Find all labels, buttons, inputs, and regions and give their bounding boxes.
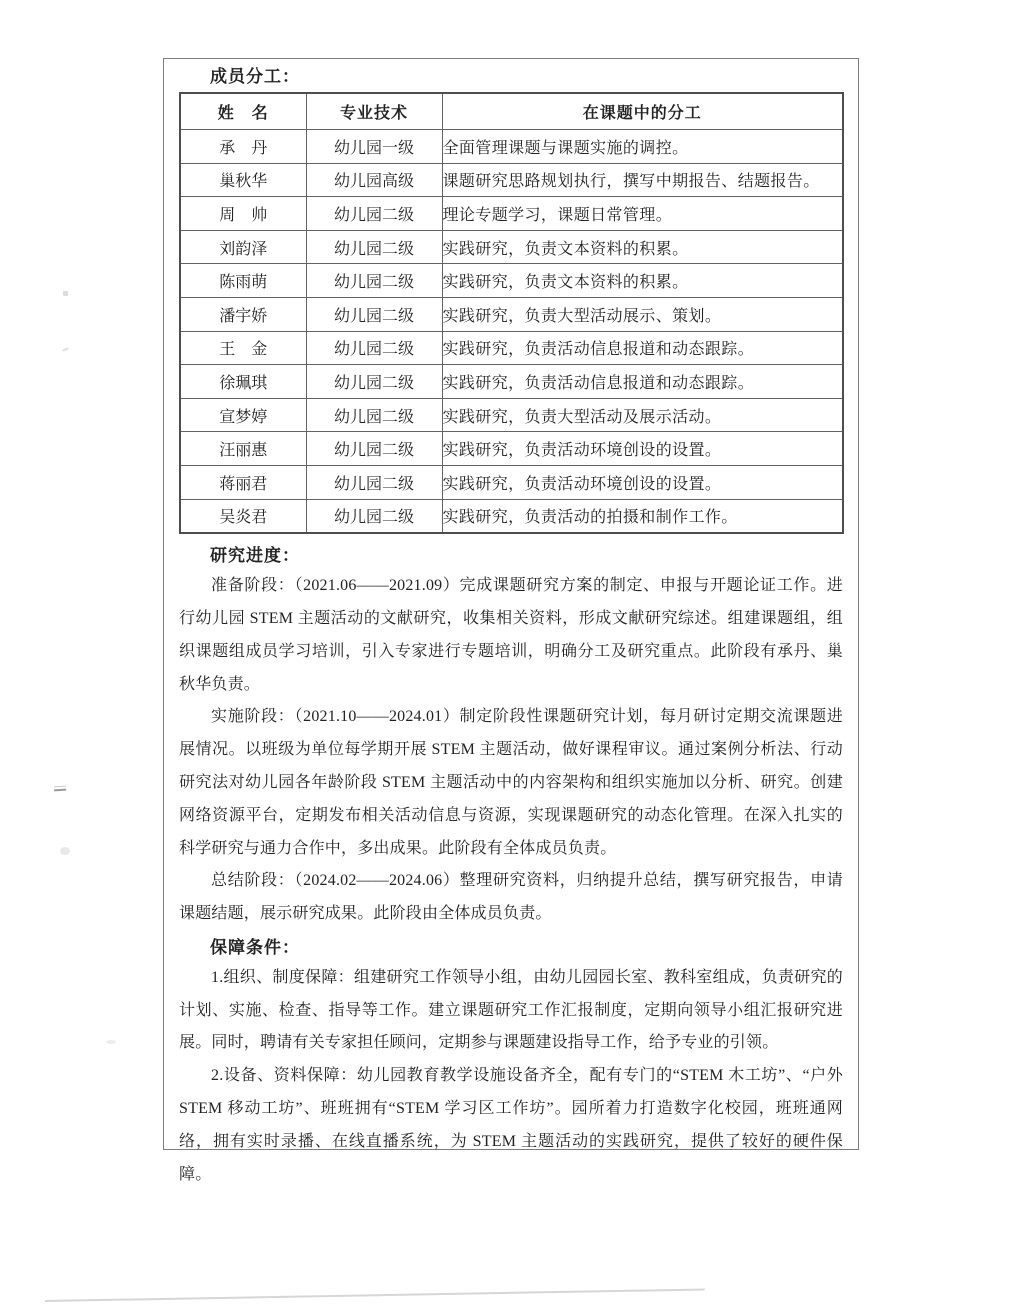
member-name: 周 帅 xyxy=(180,197,306,231)
table-row xyxy=(180,432,843,466)
member-duty: 课题研究思路规划执行，撰写中期报告、结题报告。 xyxy=(442,163,843,197)
table-row xyxy=(180,230,843,264)
table-row xyxy=(180,297,843,331)
scan-speck-artifact xyxy=(63,291,68,296)
scan-line-artifact xyxy=(45,1288,705,1302)
member-title: 幼儿园二级 xyxy=(306,365,442,399)
table-row xyxy=(180,465,843,499)
member-name: 宣梦婷 xyxy=(180,398,306,432)
member-title: 幼儿园高级 xyxy=(306,163,442,197)
progress-paragraph-prepare: 准备阶段：（2021.06——2021.09）完成课题研究方案的制定、申报与开题论证工作。进行幼儿园 STEM 主题活动的文献研究，收集相关资料，形成文献研究综述。组建课题组，组织课题组成员学习培训，引入专家进行专题培训，明确分工及研究重点。此阶段有承丹、巢秋华负责。 xyxy=(179,577,843,693)
scan-smudge-artifact xyxy=(60,847,70,855)
member-name: 吴炎君 xyxy=(180,499,306,533)
member-duty: 全面管理课题与课题实施的调控。 xyxy=(442,130,843,164)
member-title: 幼儿园二级 xyxy=(306,197,442,231)
member-name: 王 金 xyxy=(180,331,306,365)
table-row xyxy=(180,365,843,399)
member-title: 幼儿园二级 xyxy=(306,297,442,331)
pencil-mark-artifact xyxy=(54,786,66,792)
table-row xyxy=(180,163,843,197)
col-header-title: 专业技术 xyxy=(306,93,442,130)
members-table xyxy=(179,92,844,534)
member-name: 蒋丽君 xyxy=(180,465,306,499)
member-duty: 理论专题学习，课题日常管理。 xyxy=(442,197,843,231)
progress-paragraph-summary: 总结阶段：（2024.02——2024.06）整理研究资料，归纳提升总结，撰写研究报告，申请课题结题，展示研究成果。此阶段由全体成员负责。 xyxy=(179,872,843,923)
member-title: 幼儿园二级 xyxy=(306,465,442,499)
guarantee-paragraphs xyxy=(179,962,843,1192)
member-title: 幼儿园二级 xyxy=(306,331,442,365)
member-name: 陈雨萌 xyxy=(180,264,306,298)
member-name: 徐珮琪 xyxy=(180,365,306,399)
table-row xyxy=(180,331,843,365)
member-name: 潘宇娇 xyxy=(180,297,306,331)
members-section-title: 成员分工： xyxy=(210,67,300,86)
progress-paragraphs xyxy=(179,570,843,931)
member-title: 幼儿园二级 xyxy=(306,264,442,298)
member-title: 幼儿园一级 xyxy=(306,130,442,164)
member-duty: 实践研究，负责活动环境创设的设置。 xyxy=(442,432,843,466)
table-row xyxy=(180,197,843,231)
member-duty: 实践研究，负责大型活动展示、策划。 xyxy=(442,297,843,331)
member-duty: 实践研究，负责文本资料的积累。 xyxy=(442,264,843,298)
table-header-row xyxy=(180,93,843,130)
member-title: 幼儿园二级 xyxy=(306,432,442,466)
member-name: 承 丹 xyxy=(180,130,306,164)
document-border-frame xyxy=(163,58,859,1183)
table-row xyxy=(180,130,843,164)
member-title: 幼儿园二级 xyxy=(306,398,442,432)
col-header-duty: 在课题中的分工 xyxy=(442,93,843,130)
table-row xyxy=(180,499,843,533)
scan-smudge-artifact xyxy=(106,1040,116,1044)
member-duty: 实践研究，负责活动环境创设的设置。 xyxy=(442,465,843,499)
member-name: 巢秋华 xyxy=(180,163,306,197)
member-title: 幼儿园二级 xyxy=(306,499,442,533)
member-duty: 实践研究，负责活动信息报道和动态跟踪。 xyxy=(442,331,843,365)
table-row xyxy=(180,264,843,298)
progress-paragraph-implement: 实施阶段：（2021.10——2024.01）制定阶段性课题研究计划，每月研讨定期交流课题进展情况。以班级为单位每学期开展 STEM 主题活动，做好课程审议。通过案例分析法、行动研究法对幼儿园各年龄阶段 STEM 主题活动中的内容架构和组织实施加以分析、研究。创建网络资源平台，定期发布相关活动信息与资源，实现课题研究的动态化管理。在深入扎实的科学研究与通力合作中，多出成果。此阶段有全体成员负责。 xyxy=(179,708,843,857)
member-duty: 实践研究，负责活动的拍摄和制作工作。 xyxy=(442,499,843,533)
progress-section-title: 研究进度： xyxy=(210,546,300,566)
guarantee-paragraph-organization: 1.组织、制度保障：组建研究工作领导小组，由幼儿园园长室、教科室组成，负责研究的计划、实施、检查、指导等工作。建立课题研究工作汇报制度，定期向领导小组汇报研究进展。同时，聘请有关专家担任顾问，定期参与课题建设指导工作，给予专业的引领。 xyxy=(179,968,843,1052)
table-row xyxy=(180,398,843,432)
member-duty: 实践研究，负责活动信息报道和动态跟踪。 xyxy=(442,365,843,399)
member-name: 汪丽惠 xyxy=(180,432,306,466)
member-title: 幼儿园二级 xyxy=(306,230,442,264)
member-name: 刘韵泽 xyxy=(180,230,306,264)
guarantee-paragraph-equipment: 2.设备、资料保障：幼儿园教育教学设施设备齐全，配有专门的“STEM 木工坊”、“户外 STEM 移动工坊”、班班拥有“STEM 学习区工作坊”。园所着力打造数字化校园，班班通网络，拥有实时录播、在线直播系统，为 STEM 主题活动的实践研究，提供了较好的硬件保障。 xyxy=(179,1067,843,1183)
member-duty: 实践研究，负责大型活动及展示活动。 xyxy=(442,398,843,432)
scan-speck-artifact xyxy=(62,347,70,352)
col-header-name: 姓 名 xyxy=(180,93,306,130)
member-duty: 实践研究，负责文本资料的积累。 xyxy=(442,230,843,264)
guarantee-section-title: 保障条件： xyxy=(210,937,300,957)
